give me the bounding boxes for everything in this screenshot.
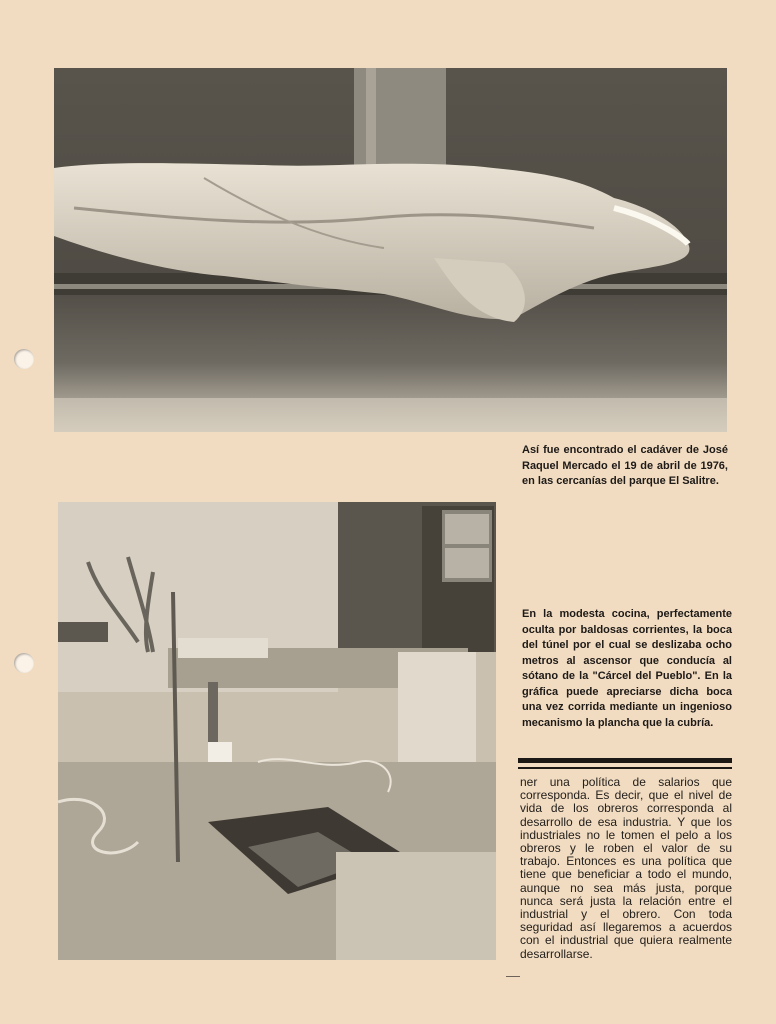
article-continued-text: ner una política de salarios que corresponda. Es decir, que el nivel de vida de los obreros corresponda al desarrollo de esa industria. Y que los industriales no le tomen el pelo a los obreros y le roben el valor de su trabajo. Entonces es una política que tiene que beneficiar a todo el mundo, aunque no sea más justa, porque nunca será justa la relación entre el industrial y el obrero. Con toda seguridad así llegaremos a acuerdos con el industrial que quiera realmente desarrollarse.	[520, 775, 732, 961]
column-divider-thick	[518, 758, 732, 763]
caption-kitchen-tunnel: En la modesta cocina, perfectamente oculta por baldosas corrientes, la boca del túnel por el cual se deslizaba ocho metros al ascensor que conducía al sótano de la "Cárcel del Pueblo". En la gráfica puede apreciarse dicha boca una vez corrida mediante un ingenioso mecanismo la plancha que la cubría.	[522, 608, 732, 729]
punch-hole-top	[14, 349, 34, 369]
column-divider-thin	[518, 767, 732, 769]
photo-kitchen-tunnel	[58, 502, 496, 960]
caption-body-found: Así fue encontrado el cadáver de José Raquel Mercado el 19 de abril de 1976, en las cercanías del parque El Salitre.	[522, 444, 728, 487]
page-mark	[506, 976, 520, 977]
punch-hole-bottom	[14, 653, 34, 673]
photo-covered-body	[54, 68, 727, 432]
